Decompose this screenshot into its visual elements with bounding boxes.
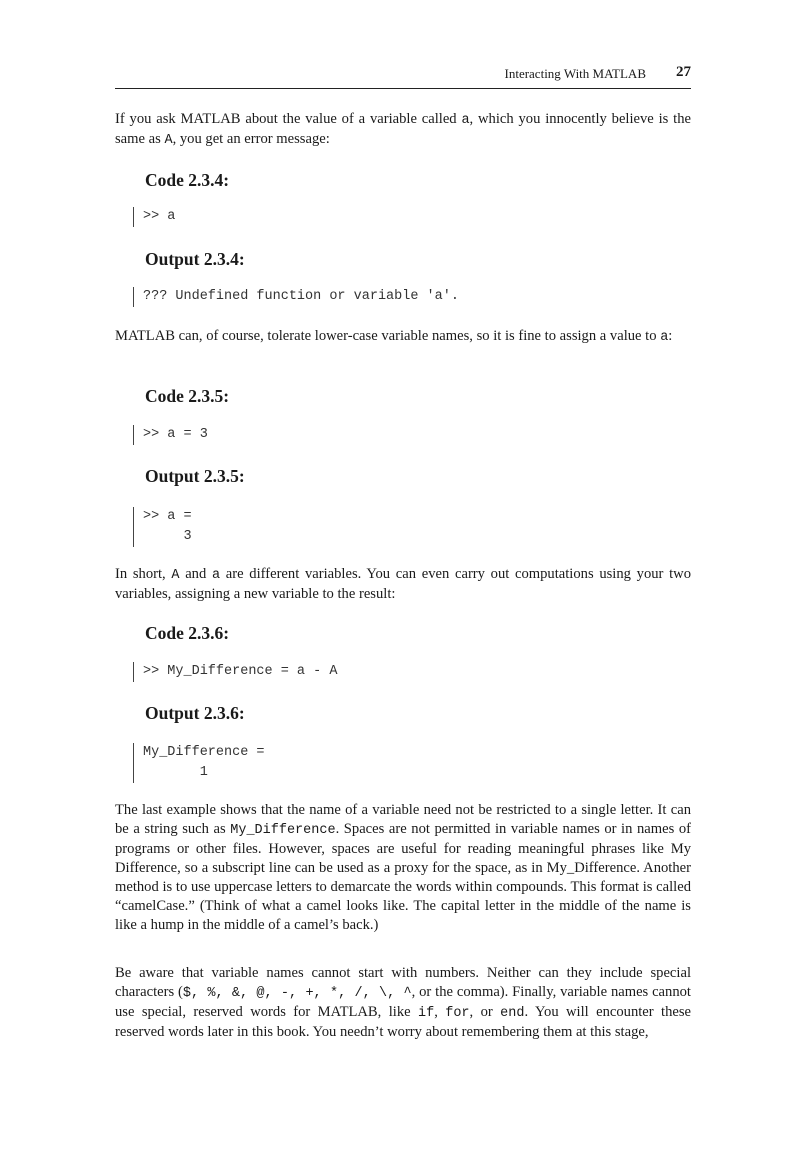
inline-code: for <box>445 1006 470 1021</box>
code-block: >> My_Difference = a - A <box>133 662 337 682</box>
output-block: >> a = 3 <box>133 507 192 547</box>
inline-code: end <box>500 1006 525 1021</box>
output-block: ??? Undefined function or variable 'a'. <box>133 287 459 307</box>
inline-code: a <box>660 330 669 345</box>
code-block: >> a <box>133 207 175 227</box>
running-header <box>115 64 691 89</box>
inline-code: $, %, &, @, -, +, *, /, \, ^ <box>182 986 412 1001</box>
code-block: >> a = 3 <box>133 425 208 445</box>
paragraph-1: If you ask MATLAB about the value of a variable called a, which you innocently believe is the same as A, you get an error message: <box>115 111 691 148</box>
inline-code: a <box>211 568 221 583</box>
running-title: Interacting With MATLAB <box>504 66 646 81</box>
paragraph-4: The last example shows that the name of a variable need not be restricted to a single letter. It can be a string such as My_Difference. Spaces are not permitted in variable names or in names of programs or other files. However, spaces are useful for reading meaningful phrases like My Difference, so a subscript line can be used as a proxy for the space, as in My_Difference. Another method is to use uppercase letters to demarcate the words within compounds. This format is called “camelCase.” (Think of what a camel looks like. The capital letter in the middle of the name is like a hump in the middle of a camel’s back.) <box>115 802 691 933</box>
paragraph-2: MATLAB can, of course, tolerate lower-case variable names, so it is fine to assign a value to a: <box>115 328 673 345</box>
output-caption: Output 2.3.6: <box>145 703 245 723</box>
code-caption: Code 2.3.4: <box>145 170 230 190</box>
output-caption: Output 2.3.4: <box>145 249 245 269</box>
code-caption: Code 2.3.5: <box>145 386 230 406</box>
inline-code: A <box>171 568 180 583</box>
inline-code: a <box>461 113 470 128</box>
output-block: My_Difference = 1 <box>133 743 265 783</box>
output-caption: Output 2.3.5: <box>145 466 245 486</box>
inline-code: A <box>164 133 173 148</box>
paragraph-5: Be aware that variable names cannot start with numbers. Neither can they include special characters ($, %, &, @, -, +, *, /, \, ^, or the comma). Finally, variable names cannot use special, reserved words for MATLAB, like if, for, or end. You will encounter these reserved words later in this book. You needn’t worry about remembering them at this stage, <box>115 965 692 1040</box>
inline-code: My_Difference <box>230 823 336 838</box>
code-caption: Code 2.3.6: <box>145 623 230 643</box>
paragraph-3: In short, A and a are different variables. You can even carry out computations using your two variables, assigning a new variable to the result: <box>115 566 691 602</box>
page-number: 27 <box>676 64 691 80</box>
inline-code: if <box>417 1006 435 1021</box>
